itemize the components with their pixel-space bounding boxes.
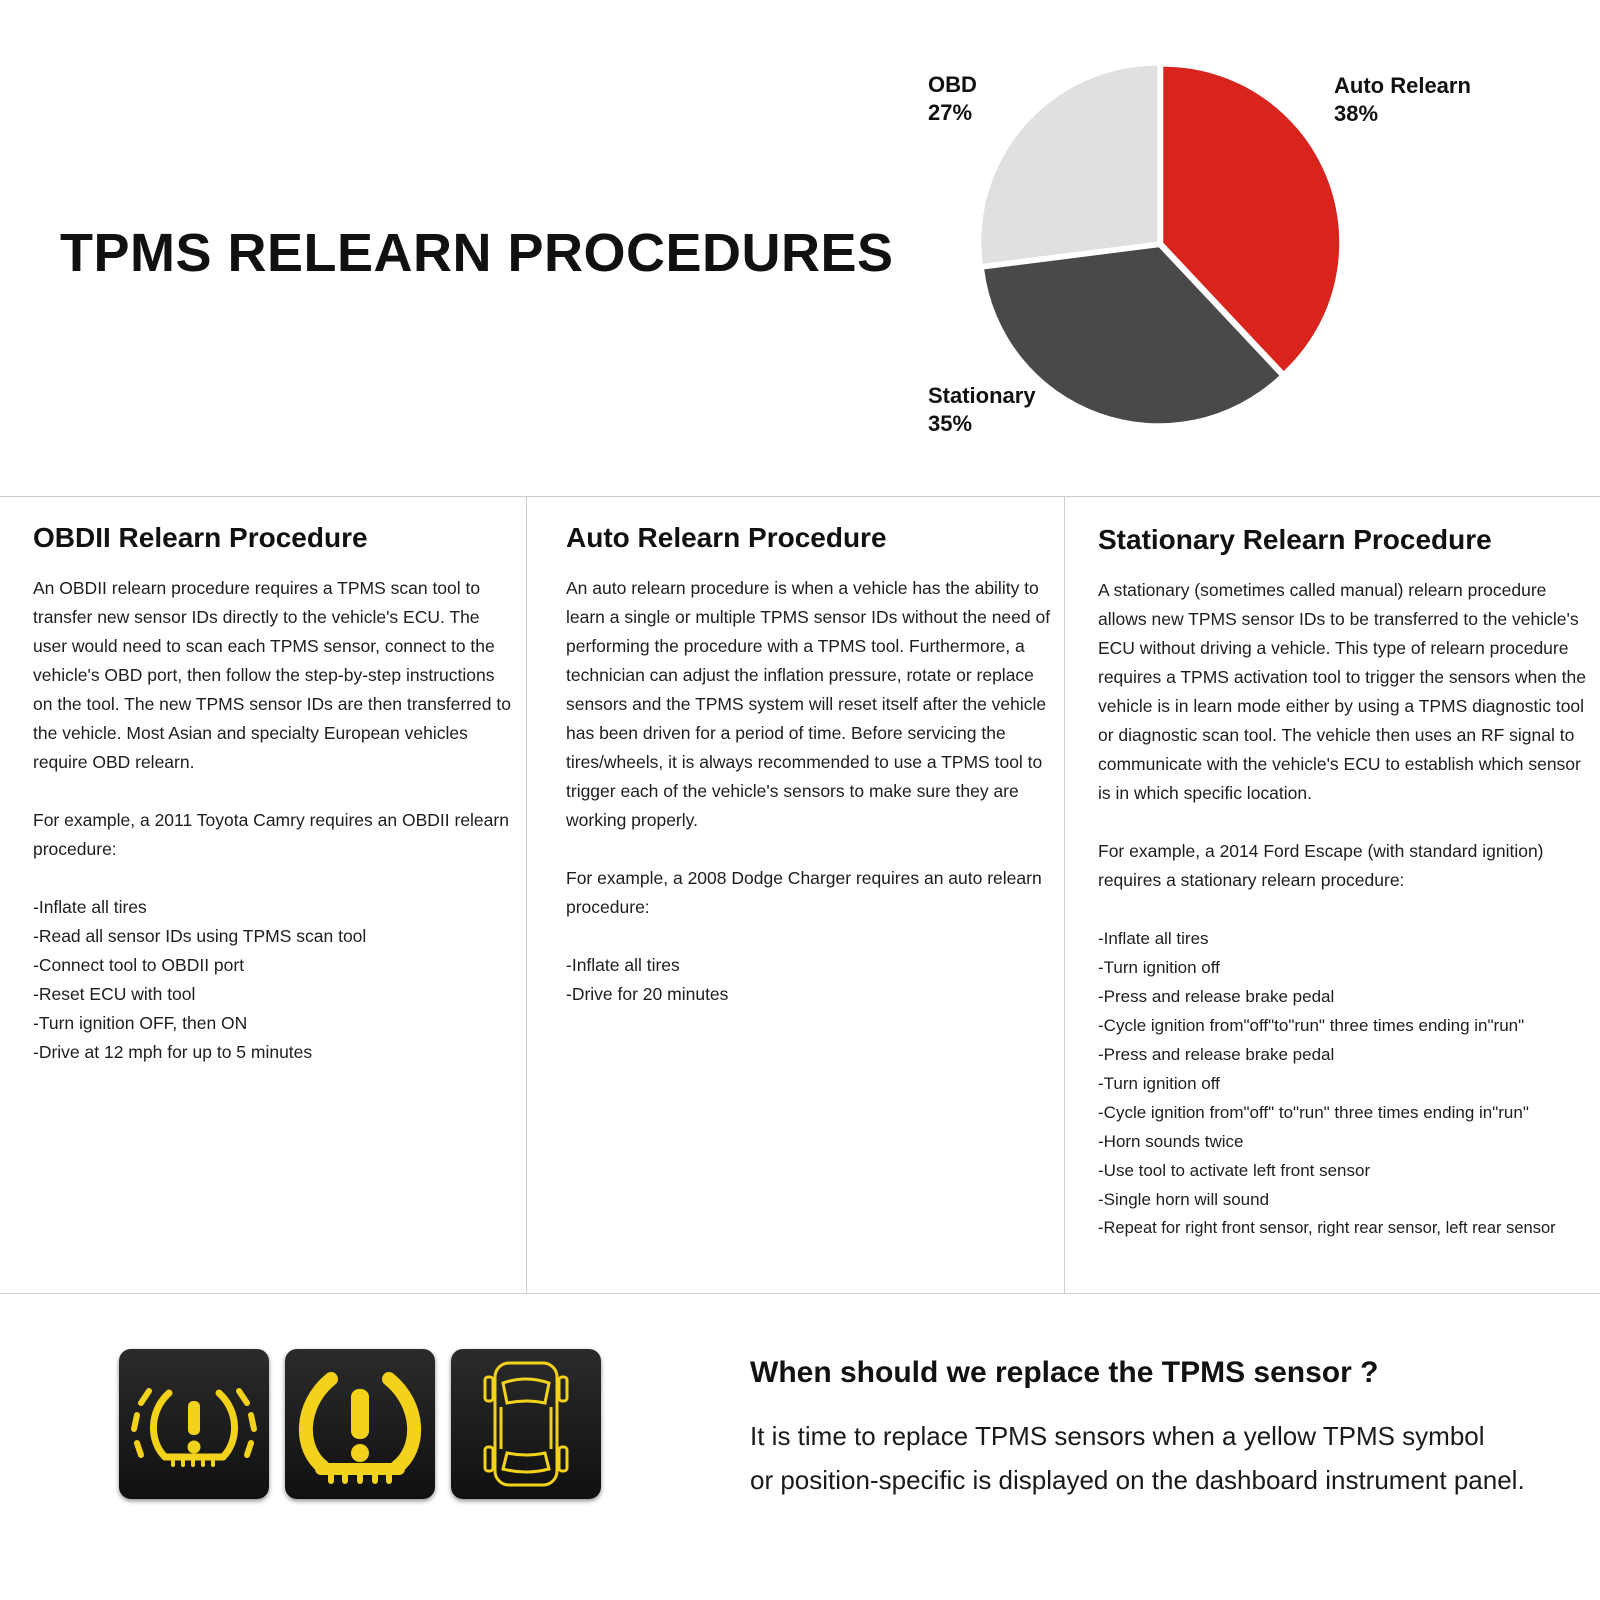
auto-relearn-example: For example, a 2008 Dodge Charger requires an auto relearn procedure:: [566, 868, 1042, 917]
pie-label-auto-relearn-value: 38%: [1334, 101, 1379, 126]
auto-relearn-steps: [566, 951, 1052, 1009]
list-item: -Turn ignition off: [1098, 958, 1220, 977]
list-item: -Inflate all tires: [33, 897, 147, 917]
divider-column-2: [1064, 497, 1065, 1293]
list-item: -Connect tool to OBDII port: [33, 955, 245, 975]
tpms-flashing-warning-icon: [119, 1349, 269, 1499]
pie-label-stationary: [928, 382, 1036, 438]
auto-relearn-title: Auto Relearn Procedure: [566, 522, 887, 553]
stationary-relearn-example: For example, a 2014 Ford Escape (with standard ignition) requires a stationary relearn procedure:: [1098, 841, 1544, 890]
pie-label-obd-value: 27%: [928, 100, 973, 125]
replace-sensor-answer: [750, 1414, 1570, 1502]
pie-label-obd: [928, 71, 977, 127]
replace-sensor-answer-line-1: It is time to replace TPMS sensors when a yellow TPMS symbol: [750, 1421, 1485, 1451]
list-item: -Drive for 20 minutes: [566, 984, 729, 1004]
page-title: TPMS RELEARN PROCEDURES: [60, 223, 894, 283]
stationary-relearn-title: Stationary Relearn Procedure: [1098, 524, 1492, 555]
pie-label-auto-relearn-name: Auto Relearn: [1334, 73, 1471, 98]
list-item: -Cycle ignition from"off" to"run" three times ending in"run": [1098, 1103, 1529, 1122]
stationary-relearn-description: A stationary (sometimes called manual) relearn procedure allows new TPMS sensor IDs to be transferred to the vehicle's ECU without driving a vehicle. This type of relearn procedure requires a TPMS activation tool to trigger the sensors when the vehicle is in learn mode either by using a TPMS diagnostic tool or diagnostic scan tool. The vehicle then uses an RF signal to communicate with the vehicle's ECU to establish which sensor is in which specific location.: [1098, 580, 1586, 803]
tire-position-icon: [451, 1349, 601, 1499]
list-item: -Turn ignition off: [1098, 1074, 1220, 1093]
replace-sensor-question: When should we replace the TPMS sensor ?: [750, 1356, 1379, 1389]
list-item: -Read all sensor IDs using TPMS scan tool: [33, 926, 367, 946]
pie-slice-obd: [981, 66, 1157, 264]
auto-relearn-column: [566, 497, 1052, 1293]
list-item: -Repeat for right front sensor, right rear sensor, left rear sensor: [1098, 1219, 1556, 1237]
obdii-relearn-title: OBDII Relearn Procedure: [33, 522, 368, 553]
stationary-relearn-column: [1098, 497, 1592, 1293]
pie-label-stationary-value: 35%: [928, 411, 973, 436]
replace-sensor-answer-line-2: or position-specific is displayed on the dashboard instrument panel.: [750, 1465, 1525, 1495]
stationary-relearn-steps: [1098, 924, 1592, 1243]
list-item: -Single horn will sound: [1098, 1190, 1270, 1209]
list-item: -Use tool to activate left front sensor: [1098, 1161, 1371, 1180]
obdii-relearn-column: [33, 497, 513, 1293]
list-item: -Drive at 12 mph for up to 5 minutes: [33, 1042, 313, 1062]
obdii-relearn-description: An OBDII relearn procedure requires a TPMS scan tool to transfer new sensor IDs directly to the vehicle's ECU. The user would need to scan each TPMS sensor, connect to the vehicle's OBD port, then follow the step-by-step instructions on the tool. The new TPMS sensor IDs are then transferred to the vehicle. Most Asian and specialty European vehicles require OBD relearn.: [33, 578, 511, 772]
list-item: -Reset ECU with tool: [33, 984, 196, 1004]
list-item: -Turn ignition OFF, then ON: [33, 1013, 248, 1033]
auto-relearn-description: An auto relearn procedure is when a vehicle has the ability to learn a single or multiple TPMS sensor IDs without the need of performing the procedure with a TPMS tool. Furthermore, a technician can adjust the inflation pressure, rotate or replace sensors and the TPMS system will reset itself after the vehicle has been driven for a period of time. Before servicing the tires/wheels, it is always recommended to use a TPMS tool to trigger each of the vehicle's sensors to make sure they are working properly.: [566, 578, 1051, 830]
pie-label-stationary-name: Stationary: [928, 383, 1036, 408]
tpms-low-pressure-icon: [285, 1349, 435, 1499]
divider-column-1: [526, 497, 527, 1293]
list-item: -Cycle ignition from"off"to"run" three times ending in"run": [1098, 1016, 1525, 1035]
list-item: -Inflate all tires: [1098, 929, 1209, 948]
obdii-relearn-steps: [33, 893, 513, 1067]
list-item: -Press and release brake pedal: [1098, 987, 1335, 1006]
pie-label-auto-relearn: [1334, 72, 1471, 128]
list-item: -Horn sounds twice: [1098, 1132, 1244, 1151]
list-item: -Inflate all tires: [566, 955, 680, 975]
obdii-relearn-example: For example, a 2011 Toyota Camry requires an OBDII relearn procedure:: [33, 810, 509, 859]
pie-label-obd-name: OBD: [928, 72, 977, 97]
list-item: -Press and release brake pedal: [1098, 1045, 1335, 1064]
header-section: [0, 0, 1600, 496]
